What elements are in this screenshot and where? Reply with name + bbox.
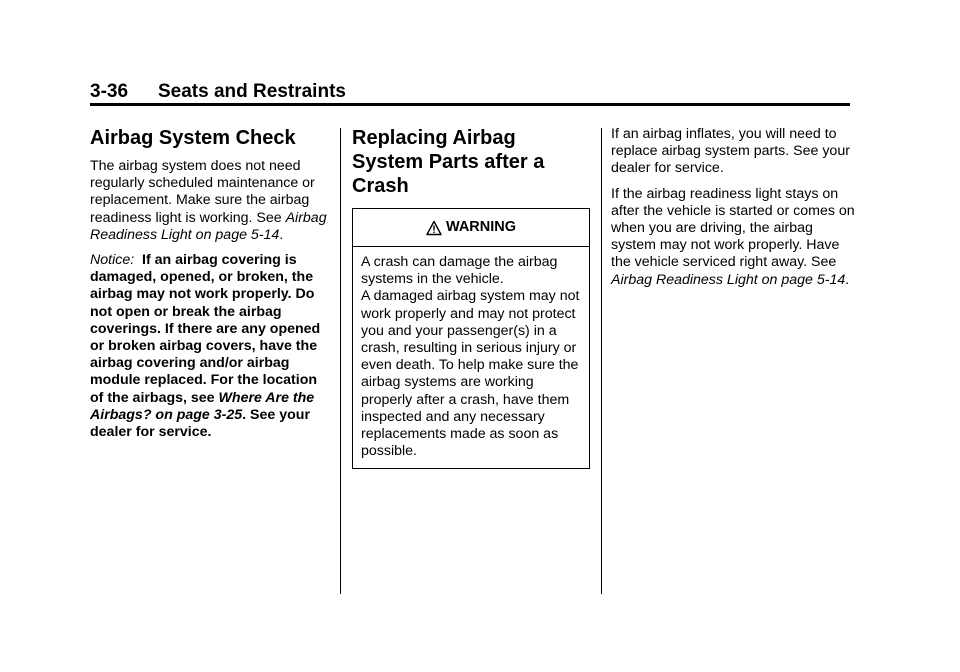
- warning-label: WARNING: [445, 218, 517, 235]
- column-divider-1: [340, 128, 341, 594]
- notice-label: Notice:: [90, 252, 135, 269]
- link-where-are-airbags[interactable]: Where Are the Airbags? on page 3-25: [90, 389, 315, 423]
- link-airbag-readiness-light[interactable]: Airbag Readiness Light on page 5-14: [90, 209, 327, 243]
- warning-body: [353, 247, 589, 468]
- link-airbag-readiness-light-2[interactable]: Airbag Readiness Light on page 5-14: [611, 271, 846, 288]
- section-title: Seats and Restraints: [158, 81, 346, 102]
- column-left: [90, 126, 330, 449]
- paragraph-airbag-inflates: If an airbag inflates, you will need to replace airbag system parts. See your dealer for service.: [611, 126, 850, 177]
- warning-paragraph-1: A crash can damage the airbag systems in the vehicle.: [361, 254, 558, 288]
- page-number: 3-36: [90, 81, 129, 102]
- header-rule: [90, 103, 850, 106]
- paragraph-maintenance: The airbag system does not need regularly scheduled maintenance or replacement. Make sure the airbag readiness light is working. See Airbag Readiness Light on page 5-14.: [90, 158, 327, 243]
- column-divider-2: [601, 128, 602, 594]
- paragraph-readiness-light: If the airbag readiness light stays on after the vehicle is started or comes on when you are driving, the airbag system may not work properly. Have the vehicle serviced right away. See Airbag Readiness Light on page 5-14.: [611, 185, 855, 288]
- warning-triangle-icon: [426, 220, 442, 236]
- notice-paragraph: Notice: If an airbag covering is damaged, opened, or broken, the airbag may not work properly. Do not open or break the airbag coverings. If there are any opened or broken airbag covers, have the airbag covering and/or airbag module replaced. For the location of the airbags, see Where Are the Airbags? on page 3-25. See your dealer for service.: [90, 252, 321, 441]
- warning-header: [353, 209, 589, 247]
- heading-replacing-airbag-parts: Replacing Airbag System Parts after a Crash: [352, 127, 545, 197]
- warning-paragraph-2: A damaged airbag system may not work properly and may not protect you and your passenger(s) in a crash, resulting in serious injury or even death. To help make sure the airbag systems are working properly after a crash, have them inspected and any necessary replacements made as soon as possible.: [361, 288, 580, 460]
- page-header: [90, 80, 850, 104]
- heading-airbag-system-check: Airbag System Check: [90, 127, 296, 149]
- warning-box: [352, 208, 590, 469]
- column-middle: [352, 126, 592, 469]
- column-right: [611, 126, 856, 297]
